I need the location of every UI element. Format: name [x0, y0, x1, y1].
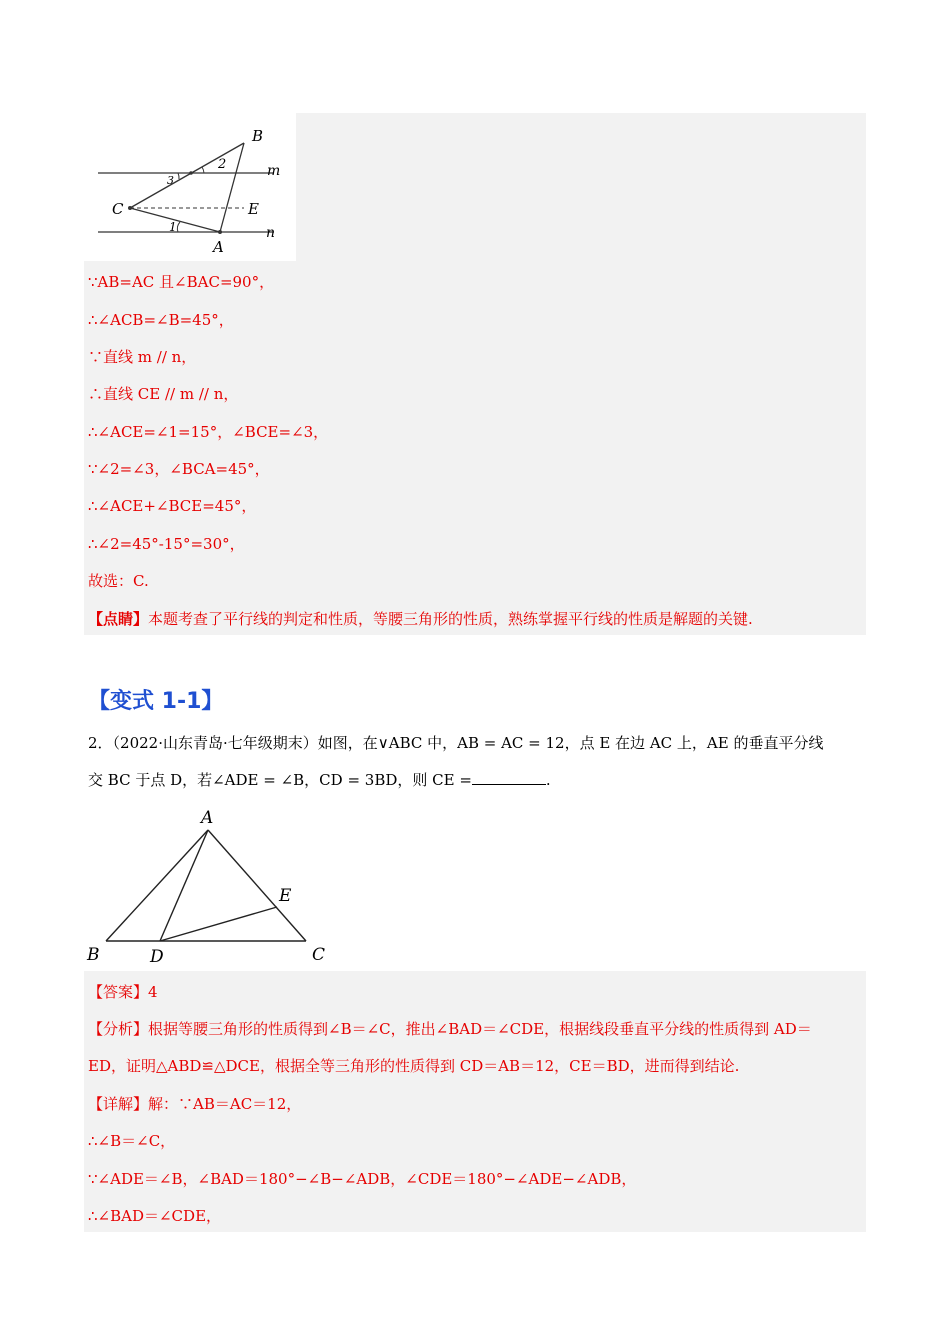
solution1-line-2: ∴∠ACB=∠B=45°，	[88, 311, 234, 329]
solution1-line-6: ∵∠2=∠3，∠BCA=45°，	[88, 460, 270, 478]
label-e: E	[279, 886, 292, 906]
point-a	[218, 230, 222, 234]
angle-2-arc	[202, 167, 204, 173]
label-c: C	[312, 945, 326, 965]
label-m: m	[267, 163, 281, 179]
label-angle-3: 3	[167, 174, 174, 187]
solution1-line-8: ∴∠2=45°-15°=30°，	[88, 535, 245, 553]
label-c: C	[112, 200, 124, 218]
figure-2-svg	[84, 805, 334, 970]
tip-tag: 【点睛】	[88, 610, 149, 628]
answer-line	[88, 982, 158, 1002]
detail-line-2: ∴∠B＝∠C，	[88, 1132, 176, 1150]
analysis-line-1	[88, 1019, 812, 1039]
solution1-line-1: ∵AB=AC 且∠BAC=90°，	[88, 273, 275, 291]
answer-blank	[472, 770, 546, 785]
question2-line-2-end: .	[545, 771, 551, 789]
detail-text-1: 解：∵AB＝AC＝12，	[148, 1095, 302, 1113]
detail-line-3: ∵∠ADE＝∠B，∠BAD＝180°−∠B−∠ADB，∠CDE＝180°−∠ADE−∠ADB，	[88, 1170, 637, 1188]
section-title: 【变式 1-1】	[88, 689, 224, 714]
label-n: n	[266, 225, 276, 241]
analysis-tag: 【分析】	[88, 1020, 149, 1038]
answer-value: 4	[148, 983, 158, 1001]
segment-de	[160, 907, 277, 941]
solution1-line-5: ∴∠ACE=∠1=15°，∠BCE=∠3，	[88, 423, 329, 441]
detail-line-1	[88, 1094, 301, 1114]
question2-line-1: 2．（2022·山东青岛·七年级期末）如图，在∨ABC 中，AB = AC = 12，点 E 在边 AC 上，AE 的垂直平分线	[88, 734, 824, 752]
solution1-line-7: ∴∠ACE+∠BCE=45°，	[88, 497, 257, 515]
solution1-line-4: ∴直线 CE // m // n，	[88, 385, 239, 403]
angle-3-arc	[178, 173, 179, 179]
figure-1-svg	[84, 113, 296, 261]
label-a: A	[213, 238, 224, 256]
tip-text: 本题考查了平行线的判定和性质，等腰三角形的性质，熟练掌握平行线的性质是解题的关键.	[148, 610, 753, 628]
solution1-tip	[88, 609, 753, 629]
question2-line-2-text: 交 BC 于点 D，若∠ADE = ∠B，CD = 3BD，则 CE =	[88, 771, 472, 789]
label-angle-1: 1	[169, 220, 177, 234]
analysis-line-2: ED，证明△ABD≌△DCE，根据全等三角形的性质得到 CD＝AB＝12，CE＝BD，进而得到结论.	[88, 1057, 740, 1075]
label-b: B	[87, 945, 100, 965]
point-c	[128, 206, 132, 210]
angle-1-arc	[177, 222, 180, 232]
solution1-line-3: ∵直线 m // n，	[88, 348, 197, 366]
label-b: B	[252, 127, 264, 145]
segment-ad	[160, 830, 208, 941]
segment-ba	[106, 830, 208, 941]
parallel-lines-figure	[84, 113, 296, 261]
segment-cb	[130, 143, 244, 208]
detail-tag: 【详解】	[88, 1095, 149, 1113]
solution1-conclusion: 故选：C.	[88, 572, 149, 590]
answer-tag: 【答案】	[88, 983, 149, 1001]
triangle-figure	[84, 805, 334, 970]
label-e: E	[248, 200, 259, 218]
label-d: D	[150, 947, 164, 967]
label-angle-2: 2	[218, 157, 227, 172]
question2-line-2	[88, 770, 551, 790]
point-intersection	[189, 171, 193, 175]
analysis-text-1: 根据等腰三角形的性质得到∠B＝∠C，推出∠BAD＝∠CDE，根据线段垂直平分线的性质得到 AD＝	[148, 1020, 812, 1038]
detail-line-4: ∴∠BAD＝∠CDE，	[88, 1207, 222, 1225]
label-a: A	[201, 808, 214, 828]
